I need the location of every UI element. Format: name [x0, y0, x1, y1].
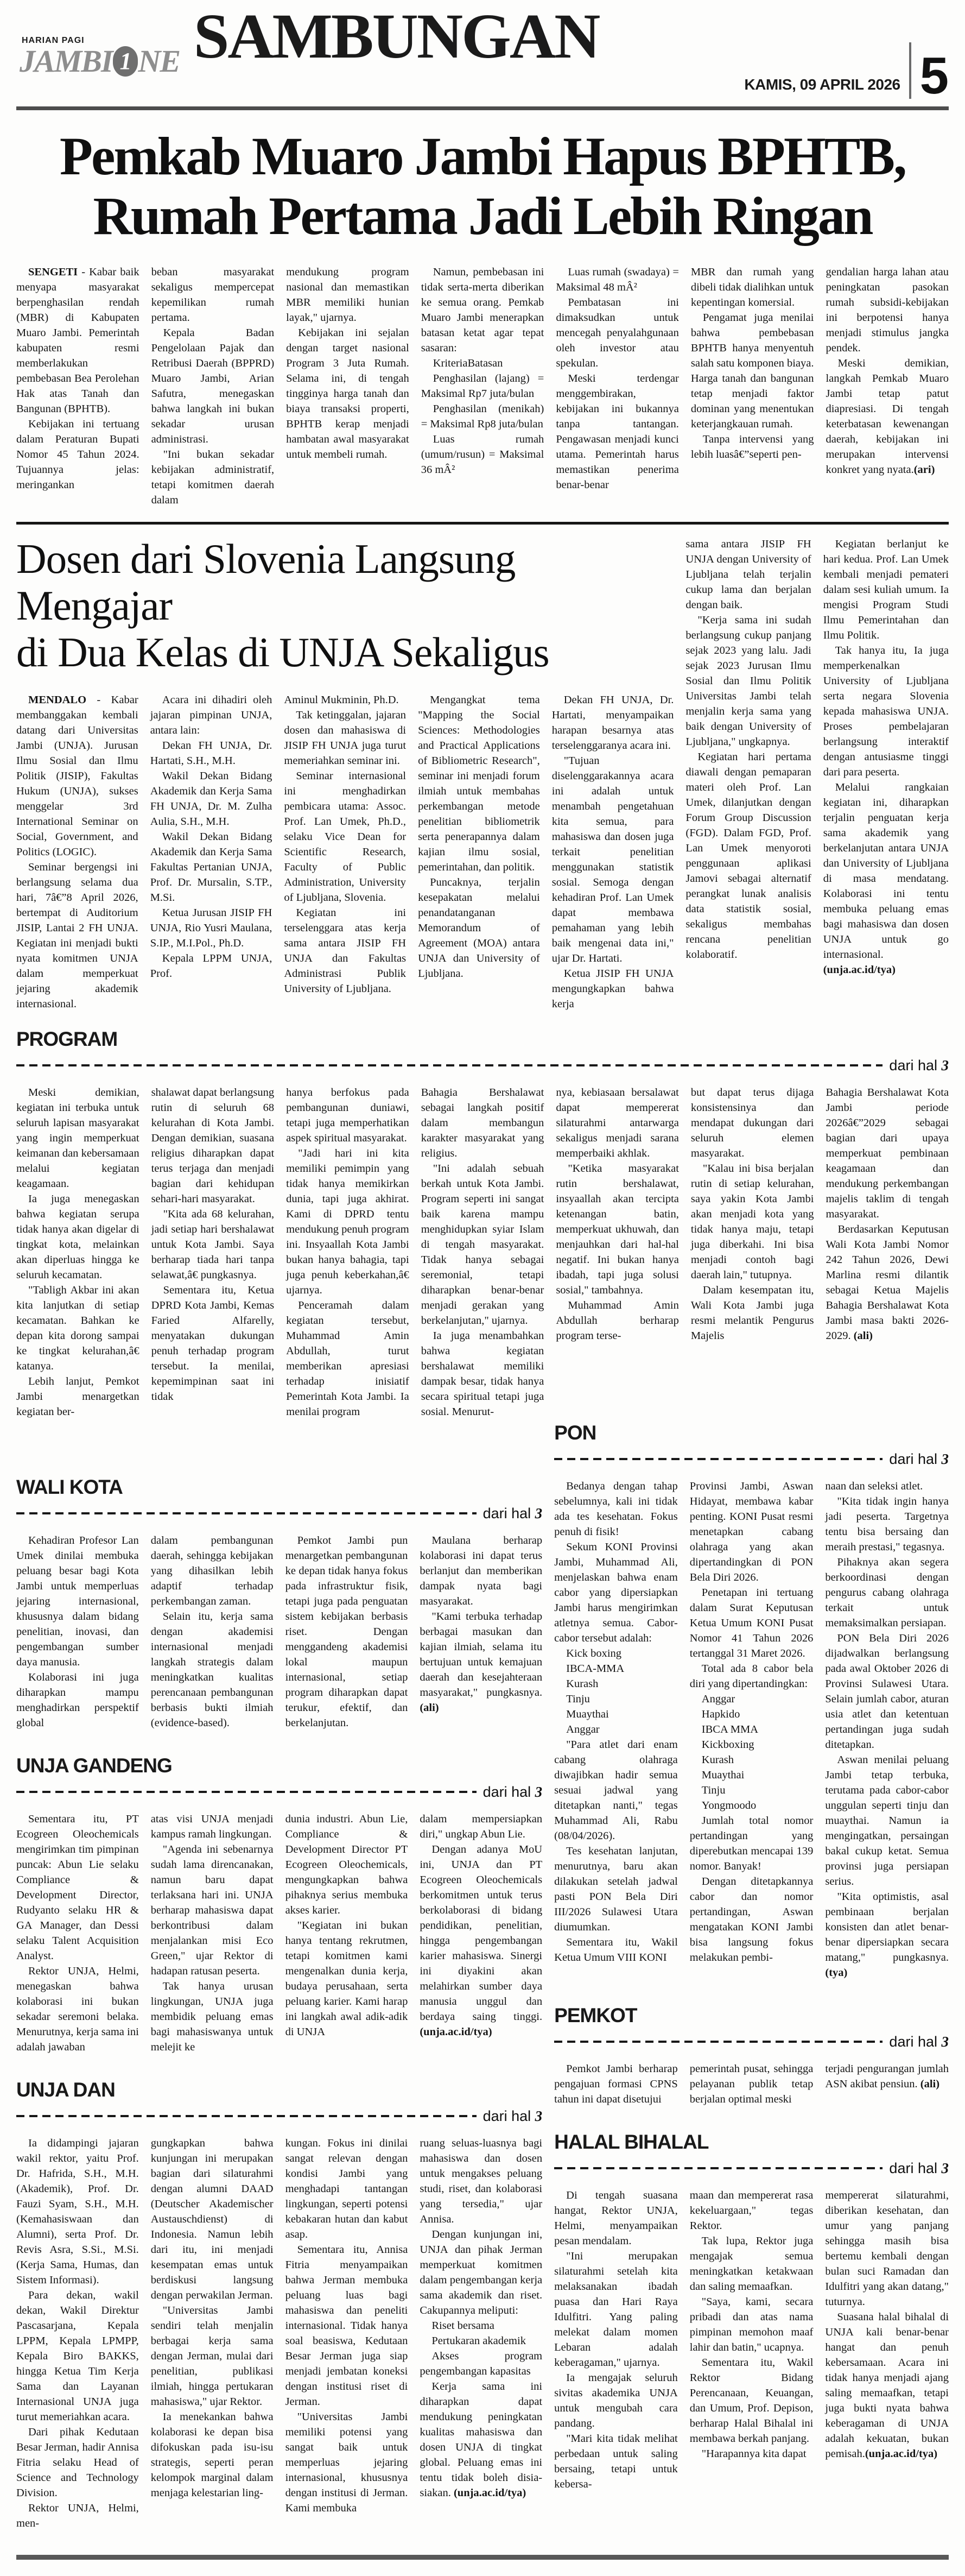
paragraph: Pengamat juga menilai bahwa pembebasan BPHTB hanya menyentuh salah satu komponen biaya. Harga tanah dan bangunan tetap menjadi faktor dominan yang menentukan keterjangkauan rumah.	[690, 312, 814, 430]
section-halal-bihalal-body	[554, 2188, 949, 2492]
article-dosen-left	[16, 532, 674, 1012]
paragraph: "Mari kita tidak melihat perbedaan untuk saling bersaing, tetapi untuk kebersa-	[554, 2432, 678, 2490]
paragraph: Melalui rangkaian kegiatan ini, diharapkan terjalin penguatan kerja sama akademik yang berkelanjutan antara UNJA dan University of Ljubljana di masa mendatang. Kolaborasi ini tentu membuka peluang emas bagi mahasiswa dan dosen UNJA untuk go internasional.(unja.ac.id/tya)	[823, 781, 949, 976]
article-dosen-slovenia	[16, 532, 949, 1012]
paragraph: "Para atlet dari enam cabang olahraga diwajibkan hadir semua sesuai jadwal yang ditetapkan nanti," tegas Muhammad Ali, Rabu (08/04/2026).	[554, 1738, 678, 1842]
logo-wordmark	[20, 43, 180, 79]
continued-from-marker: dari hal 3	[889, 2160, 949, 2176]
column	[151, 2136, 274, 2531]
paragraph: shalawat dapat berlangsung rutin di seluruh 68 kelurahan di Kota Jambi. Dengan demikian, suasana religius diharapkan dapat terus terjaga dan menjadi bagian dari kehidupan sehari-hari masyarakat.	[151, 1086, 275, 1205]
paragraph: Tanpa intervensi yang lebih luasâ€”seperti pen-	[690, 433, 814, 460]
section-unja-gandeng	[16, 1754, 542, 2055]
column	[420, 1811, 542, 2055]
paragraph: Dengan ditetapkannya cabor dan nomor pertandingan, Aswan mengatakan KONI Jambi bisa langsung fokus melakukan pembi-	[689, 1875, 814, 1963]
paragraph: Kolaborasi ini juga diharapkan mampu menghadirkan perspektif global	[16, 1671, 139, 1729]
article-dosen-headline: Dosen dari Slovenia Langsung Mengajar di Dua Kelas di UNJA Sekaligus	[16, 535, 549, 676]
column	[286, 1085, 409, 1419]
article-bphtb	[16, 127, 949, 508]
paragraph: dunia industri. Abun Lie, Compliance & Development Director PT Ecogreen Oleochemicals, mengungkapkan bahwa pihaknya serius membuka akses karier.	[285, 1813, 408, 1916]
paragraph: Pemkot Jambi pun menargetkan pembangunan ke depan tidak hanya fokus pada infrastruktur fisik, tetapi juga pada penguatan sistem kebijakan berbasis riset. Dengan menggandeng akademisi lokal maupun internasional, setiap program diharapkan dapat terukur, efektif, dan berkelanjutan.	[285, 1534, 408, 1729]
paragraph: Suasana halal bihalal di UNJA kali benar-benar hangat dan penuh kebersamaan. Acara ini tidak hanya menjadi ajang saling memaafkan, tetapi juga bukti nyata bahwa keberagaman di UNJA adalah kekuatan, bukan pemisah.(unja.ac.id/tya)	[825, 2310, 949, 2460]
paragraph: Hapkido	[701, 1708, 740, 1720]
paragraph: Dalam kesempatan itu, Wali Kota Jambi juga resmi melantik Pengurus Majelis	[690, 1284, 814, 1342]
page-number-divider	[909, 42, 911, 99]
paragraph: Ketua JISIP FH UNJA mengungkapkan bahwa kerja	[551, 967, 674, 1010]
paragraph: Kegiatan hari pertama diawali dengan pemaparan materi oleh Prof. Lan Umek, dilanjutkan dengan Forum Group Discussion (FGD). Dalam FGD, Prof. Lan Umek menyoroti penggunaan aplikasi Jamovi sebagai alternatif perangkat lunak analisis data statistik sosial, sekaligus membahas rencana penelitian kolaboratif.	[685, 751, 811, 961]
paragraph: Dekan FH UNJA, Dr. Hartati, S.H., M.H.	[150, 739, 272, 767]
section-halal-bihalal-title: HALAL BIHALAL	[554, 2130, 709, 2153]
publication-date: KAMIS, 09 APRIL 2026	[744, 76, 900, 93]
paragraph: "Kita tidak ingin hanya jadi peserta. Targetnya tentu bisa bersaing dan meraih prestasi," tegasnya.	[825, 1495, 949, 1553]
paragraph: "Jadi hari ini kita memiliki pemimpin yang tidak hanya memikirkan dunia, tapi juga akhirat. Kami di DPRD tentu mendukung penuh program ini. Insyaallah Kota Jambi bukan hanya bahagia, tapi juga penuh keberkahan,â€ ujarnya.	[286, 1147, 409, 1296]
paragraph: Kegiatan berlanjut ke hari kedua. Prof. Lan Umek kembali menjadi pemateri dalam sesi kuliah umum. Ia mengisi Program Studi Ilmu Pemerintahan dan Ilmu Politik.	[823, 538, 949, 641]
column	[284, 692, 406, 1012]
paragraph: Seminar internasional ini menghadirkan pembicara utama: Assoc. Prof. Lan Umek, Ph.D., selaku Vice Dean for Scientific Research, Faculty of Public Administration, University of Ljubljana, Slovenia.	[284, 769, 407, 904]
column	[691, 1085, 814, 1419]
paragraph: Kebijakan ini sejalan dengan target nasional Program 3 Juta Rumah. Selama ini, di tengah tingginya harga tanah dan biaya transaksi properti, BPHTB kerap menjadi hambatan awal masyarakat untuk membeli rumah.	[286, 327, 409, 460]
paragraph: Namun, pembebasan ini tidak serta-merta diberikan ke semua orang. Pemkab Muaro Jambi menerapkan batasan ketat agar tepat sasaran:	[421, 266, 544, 354]
paragraph: MENDALO - Kabar membanggakan kembali datang dari Universitas Jambi (UNJA). Jurusan Ilmu Sosial dan Ilmu Politik (JISIP), Fakultas Hukum (UNJA), sukses menggelar 3rd International Seminar on Social, Government, and Politics (LOGIC).	[16, 693, 138, 858]
paragraph: Ia mengajak seluruh sivitas akademika UNJA untuk mengubah cara pandang.	[554, 2371, 678, 2429]
lower-left-zone	[16, 1419, 542, 2531]
section-pon-body	[554, 1479, 949, 1980]
paragraph: Aminul Mukminin, Ph.D.	[284, 693, 399, 706]
paragraph: Riset bersama	[431, 2319, 494, 2332]
paragraph: Luas rumah (swadaya) = Maksimal 48 mÂ²	[556, 266, 679, 293]
dashed-rule	[554, 2167, 883, 2169]
paragraph: Sementara itu, Wakil Rektor Bidang Perencanaan, Keuangan, dan Umum, Prof. Depison, berharap Halal Bihalal ini membawa berkah panjang.	[689, 2356, 814, 2445]
paragraph: Luas rumah (umum/rusun) = Maksimal 36 mÂ²	[421, 433, 544, 476]
paragraph: "Kegiatan ini bukan hanya tentang rekrutmen, tetapi komitmen kami mengenalkan dunia kerja, budaya perusahaan, serta peluang karier. Kami harap ini langkah awal adik-adik di UNJA	[285, 1919, 408, 2038]
section-pemkot-body	[554, 2061, 949, 2107]
column	[420, 2136, 542, 2531]
paragraph: Ia didampingi jajaran wakil rektor, yaitu Prof. Dr. Hafrida, S.H., M.H. (Akademik), Prof. Dr. Fauzi Syam, S.H., M.H. (Kemahasiswaan dan Alumni), serta Prof. Dr. Revis Asra, S.Si., M.Si. (Kerja Sama, Humas, dan Sistem Informasi).	[16, 2137, 139, 2286]
paragraph: Ia menekankan bahwa kolaborasi ke depan bisa difokuskan pada isu-isu strategis, seperti peran kelompok marginal dalam menjaga kelestarian ling-	[150, 2410, 274, 2499]
paragraph: dalam pembangunan daerah, sehingga kebijakan yang dihasilkan lebih adaptif terhadap perkembangan zaman.	[150, 1534, 274, 1607]
paragraph: Sementara itu, Annisa Fitria menyampaikan bahwa Jerman membuka peluang luas bagi mahasiswa dan peneliti internasional. Tidak hanya soal beasiswa, Kedutaan Besar Jerman juga siap menjadi jembatan koneksi dengan institusi riset di Jerman.	[285, 2243, 408, 2408]
paragraph: naan dan seleksi atlet.	[825, 1480, 923, 1492]
section-pon-title: PON	[554, 1421, 596, 1444]
section-program-title: PROGRAM	[16, 1027, 118, 1050]
section-halal-bihalal	[554, 2131, 949, 2492]
paragraph: atas visi UNJA menjadi kampus ramah lingkungan.	[150, 1813, 274, 1840]
paragraph: Provinsi Jambi, Aswan Hidayat, membawa kabar penting. KONI Pusat resmi menetapkan cabang olahraga yang akan dipertandingkan di PON Bela Diri 2026.	[689, 1480, 814, 1583]
paragraph: "Universitas Jambi sendiri telah menjalin berbagai kerja sama dengan Jerman, mulai dari penelitian, publikasi ilmiah, hingga pertukaran mahasiswa," ujar Rektor.	[150, 2304, 274, 2408]
column	[825, 2061, 949, 2107]
article-bphtb-body	[16, 264, 949, 508]
paragraph: Bahagia Bershalawat sebagai langkah positif dalam membangun karakter masyarakat yang religius.	[421, 1086, 544, 1159]
paragraph: "Kita optimistis, asal pembinaan berjalan konsisten dan atlet benar-benar dipersiapkan secara matang," pungkasnya. (tya)	[825, 1890, 949, 1979]
continued-from-marker: dari hal 3	[889, 1057, 949, 1074]
paragraph: "Ketika masyarakat rutin bershalawat, insyaallah akan tercipta ketenangan batin, memperkuat ukhuwah, dan menjauhkan dari hal-hal negatif. Ini bukan hanya ibadah, tapi juga solusi sosial," tambahnya.	[556, 1162, 679, 1296]
paragraph: SENGETI - Kabar baik menyapa masyarakat berpenghasilan rendah (MBR) di Kabupaten Muaro Jambi. Pemerintah kabupaten resmi memberlakukan pembebasan Bea Perolehan Hak atas Tanah dan Bangunan (BPHTB).	[16, 266, 139, 415]
paragraph: terjadi pengurangan jumlah ASN akibat pensiun. (ali)	[825, 2062, 949, 2090]
paragraph: Penghasilan (lajang) = Maksimal Rp7 juta/bulan	[421, 372, 544, 400]
paragraph: hanya berfokus pada pembangunan duniawi, tetapi juga memperhatikan aspek spiritual masyarakat.	[286, 1086, 409, 1144]
paragraph: Yongmoodo	[701, 1799, 757, 1811]
section-wali-kota	[16, 1476, 542, 1731]
section-program-body	[16, 1085, 949, 1419]
dashed-rule	[16, 1512, 477, 1514]
article-dosen-body-right	[685, 536, 949, 1012]
paragraph: gendalian harga lahan atau peningkatan pasokan rumah subsidi-kebijakan ini berpotensi hanya menjadi stimulus jangka pendek.	[826, 266, 949, 354]
continued-from-marker: dari hal 3	[889, 1450, 949, 1467]
continued-from-marker: dari hal 3	[483, 1505, 543, 1521]
paragraph: Penetapan ini tertuang dalam Surat Keputusan Ketua Umum KONI Pusat Nomor 41 Tahun 2026 tertanggal 31 Maret 2026.	[689, 1586, 814, 1659]
column	[554, 2188, 678, 2492]
paragraph: Wakil Dekan Bidang Akademik dan Kerja Sama Fakultas Pertanian UNJA, Prof. Dr. Mursalin, S.TP., M.Si.	[150, 830, 272, 904]
paragraph: Pertukaran akademik	[431, 2334, 526, 2347]
paragraph: Muaythai	[566, 1708, 609, 1720]
paragraph: Kebijakan ini tertuang dalam Peraturan Bupati Nomor 45 Tahun 2024. Tujuannya jelas: meringankan	[16, 418, 139, 491]
section-program	[16, 1028, 949, 1419]
article-divider-rule	[16, 522, 949, 525]
section-pemkot-title: PEMKOT	[554, 2004, 637, 2026]
column	[16, 692, 138, 1012]
dashed-rule	[16, 1064, 883, 1066]
column	[151, 264, 275, 508]
column	[151, 1085, 275, 1419]
column	[150, 692, 272, 1012]
paragraph: Tak lupa, Rektor juga mengajak semua meningkatkan ketakwaan dan saling memaafkan.	[689, 2234, 814, 2293]
lower-right-zone	[554, 1419, 949, 2531]
page-number: 5	[919, 46, 949, 105]
byline-credit: (tya)	[825, 1966, 848, 1979]
article-bphtb-headline: Pemkab Muaro Jambi Hapus BPHTB, Rumah Pertama Jadi Lebih Ringan	[59, 126, 906, 246]
paragraph: Berdasarkan Keputusan Wali Kota Jambi Nomor 242 Tahun 2026, Dewi Marlina resmi dilantik sebagai Ketua Majelis Bahagia Bershalawat Kota Jambi masa bakti 2026-2029. (ali)	[826, 1223, 949, 1342]
paragraph: Muaythai	[701, 1769, 745, 1781]
paragraph: Ia juga menambahkan bahwa kegiatan bershalawat memiliki dampak besar, tidak hanya secara spiritual tetapi juga sosial. Menurut-	[421, 1329, 544, 1418]
paragraph: Wakil Dekan Bidang Akademik dan Kerja Sama FH UNJA, Dr. M. Zulha Aulia, S.H., M.H.	[150, 769, 272, 828]
logo-text-right: NE	[138, 43, 180, 79]
dashed-rule	[554, 1458, 883, 1460]
paragraph: "Harapannya kita dapat	[701, 2447, 807, 2460]
article-dosen-body-left	[16, 692, 674, 1012]
column	[16, 2136, 139, 2531]
column	[16, 264, 139, 508]
paragraph: Meski demikian, langkah Pemkab Muaro Jambi tetap patut diapresiasi. Di tengah keterbatasan kewenangan daerah, kebijakan ini merupakan intervensi konkret yang nyata.(ari)	[826, 357, 949, 476]
paragraph: Kick boxing	[566, 1647, 622, 1659]
column	[554, 1479, 678, 1980]
paragraph: KriteriaBatasan	[433, 357, 503, 369]
paragraph: Kerja sama ini diharapkan dapat mendukung peningkatan kualitas mahasiswa dan dosen UNJA di tingkat global. Peluang emas ini tentu tidak boleh disia-siakan. (unja.ac.id/tya)	[420, 2380, 543, 2499]
paragraph: Tinju	[566, 1693, 590, 1705]
paragraph: Kickboxing	[701, 1738, 754, 1751]
section-pemkot	[554, 2004, 949, 2107]
column	[690, 1479, 814, 1980]
paragraph: ruang seluas-luasnya bagi mahasiswa dan dosen untuk mengakses peluang studi, riset, dan kolaborasi yang tersedia," ujar Annisa.	[420, 2137, 543, 2225]
paragraph: Anggar	[566, 1723, 600, 1735]
paragraph: Tak hanya itu, Ia juga memperkenalkan University of Ljubljana serta negara Slovenia kepada mahasiswa UNJA. Proses pembelajaran berlangsung interaktif dengan antusiasme tinggi dari para peserta.	[823, 645, 949, 778]
paragraph: gungkapkan bahwa kunjungan ini merupakan bagian dari silaturahmi dengan alumni DAAD (Deutscher Akademischer Austauschdienst) di Indonesia. Namun lebih dari itu, ini menjadi kesempatan emas untuk berdiskusi langsung dengan perwakilan Jerman.	[150, 2137, 274, 2301]
paragraph: Dengan kunjungan ini, UNJA dan pihak Jerman memperkuat komitmen dalam pengembangan kerja sama akademik dan riset. Cakupannya meliputi:	[420, 2228, 543, 2316]
paragraph: Ketua Jurusan JISIP FH UNJA, Rio Yusri Maulana, S.IP., M.I.Pol., Ph.D.	[150, 906, 272, 949]
page-footer-rule	[16, 2555, 949, 2560]
dateline: MENDALO	[28, 693, 87, 706]
paragraph: Di tengah suasana hangat, Rektor UNJA, Helmi, menyampaikan pesan mendalam.	[554, 2189, 678, 2247]
paragraph: "Kerja sama ini sudah berlangsung cukup panjang sejak 2023 yang lalu. Jadi sejak 2023 Jurusan Ilmu Sosial dan Ilmu Politik Universitas Jambi telah menjalin kerja sama yang baik dengan University of Ljubljana," ungkapnya.	[685, 614, 811, 748]
paragraph: "Ini adalah sebuah berkah untuk Kota Jambi. Program seperti ini sangat baik karena mampu menghidupkan syiar Islam di tengah masyarakat. Tidak hanya sebagai seremonial, tetapi diharapkan benar-benar menjadi gerakan yang berkelanjutan," ujarnya.	[421, 1162, 544, 1327]
column	[418, 692, 540, 1012]
paragraph: Sementara itu, PT Ecogreen Oleochemicals mengirimkan tim pimpinan puncak: Abun Lie selaku Compliance & Development Director, Rudyanto selaku HR & GA Manager, dan Dessi selaku Talent Acquisition Analyst.	[16, 1813, 139, 1962]
column	[554, 2061, 678, 2107]
logo-tagline: HARIAN PAGI	[22, 36, 85, 45]
column	[690, 2061, 814, 2107]
paragraph: Bedanya dengan tahap sebelumnya, kali ini tidak ada tes kesehatan. Fokus penuh di fisik!	[554, 1480, 678, 1538]
page-header	[16, 0, 949, 110]
paragraph: Pihaknya akan segera berkoordinasi dengan pengurus cabang olahraga terkait untuk memaksimalkan persiapan.	[825, 1556, 949, 1629]
section-unja-dan-body	[16, 2136, 542, 2531]
paragraph: Kurash	[566, 1677, 599, 1690]
continued-from-marker: dari hal 3	[889, 2033, 949, 2050]
paragraph: Pemkot Jambi berharap pengajuan formasi CPNS tahun ini dapat disetujui	[554, 2062, 678, 2105]
column	[151, 1811, 274, 2055]
dashed-rule	[554, 2041, 883, 2043]
continued-from-marker: dari hal 3	[483, 2107, 543, 2124]
logo-text-left: JAMBI	[20, 43, 112, 79]
paragraph: Lebih lanjut, Pemkot Jambi menargetkan kegiatan ber-	[16, 1375, 139, 1418]
paragraph: mendukung program nasional dan memastikan MBR memiliki hunian layak," ujarnya.	[286, 266, 409, 324]
column	[285, 2136, 408, 2531]
column	[826, 1085, 949, 1419]
column	[552, 692, 674, 1012]
section-unja-gandeng-body	[16, 1811, 542, 2055]
paragraph: Puncaknya, terjalin kesepakatan melalui penandatanganan Memorandum of Agreement (MOA) antara UNJA dan University of Ljubljana.	[418, 876, 540, 980]
paragraph: "Agenda ini sebenarnya sudah lama direncanakan, namun baru dapat terlaksana hari ini. UNJA berharap mahasiswa dapat berkontribusi dalam menjalankan misi Eco Green," ujar Rektor di hadapan ratusan peserta.	[150, 1843, 274, 1977]
paragraph: Meski demikian, kegiatan ini terbuka untuk seluruh lapisan masyarakat yang ingin memperkuat keimanan dan kebersamaan melalui kegiatan keagamaan.	[16, 1086, 139, 1190]
paragraph: Para dekan, wakil dekan, Wakil Direktur Pascasarjana, Kepala LPPM, Kepala LPMPP, Kepala Biro BAKKS, hingga Ketua Tim Kerja Sama dan Layanan Internasional UNJA juga turut memeriahkan acara.	[16, 2289, 139, 2423]
paragraph: Maulana berharap kolaborasi ini dapat terus berlanjut dan memberikan dampak nyata bagi masyarakat.	[420, 1534, 543, 1607]
paragraph: Muhammad Amin Abdullah berharap program terse-	[556, 1299, 679, 1342]
paragraph: Dari pihak Kedutaan Besar Jerman, hadir Annisa Fitria selaku Head of Science and Technology Division.	[16, 2426, 139, 2499]
paragraph: Kepala LPPM UNJA, Prof.	[150, 952, 272, 980]
byline-credit: (unja.ac.id/tya)	[453, 2486, 526, 2499]
paragraph: "Tabligh Akbar ini akan kita lanjutkan di setiap kecamatan. Bahkan ke depan kita dorong sampai ke tingkat kelurahan,â€ katanya.	[16, 1284, 139, 1372]
column	[421, 1085, 544, 1419]
paragraph: Kepala Badan Pengelolaan Pajak dan Retribusi Daerah (BPPRD) Muaro Jambi, Arian Safutra, menegaskan bahwa langkah ini bukan sekadar urusan administrasi.	[151, 327, 275, 445]
section-unja-gandeng-title: UNJA GANDENG	[16, 1754, 172, 1777]
byline-credit: (ali)	[920, 2078, 940, 2090]
column	[285, 1533, 408, 1731]
paragraph: Sementara itu, Ketua DPRD Kota Jambi, Kemas Faried Alfarelly, menyatakan dukungan penuh terhadap program tersebut. Ia menilai, kepemimpinan saat ini tidak	[151, 1284, 275, 1403]
paragraph: IBCA-MMA	[566, 1662, 625, 1675]
paragraph: Selain itu, kerja sama dengan akademisi internasional menjadi langkah strategis dalam meningkatkan kualitas perencanaan pembangunan berbasis bukti ilmiah (evidence-based).	[150, 1610, 274, 1729]
byline-credit: (unja.ac.id/tya)	[420, 2025, 492, 2038]
column	[825, 2188, 949, 2492]
continued-from-marker: dari hal 3	[483, 1783, 543, 1800]
paragraph: nya, kebiasaan bersalawat dapat mempererat silaturahmi antarwarga sekaligus menjadi sarana memperbaiki akhlak.	[556, 1086, 679, 1159]
paragraph: Ia juga menegaskan bahwa kegiatan serupa tidak hanya akan digelar di tingkat kota, melainkan akan diperluas hingga ke seluruh kecamatan.	[16, 1192, 139, 1281]
paragraph: Total ada 8 cabor bela diri yang dipertandingkan:	[689, 1662, 814, 1690]
section-unja-dan	[16, 2079, 542, 2531]
newspaper-logo	[20, 36, 180, 77]
paragraph: Akses program pengembangan kapasitas	[420, 2350, 543, 2377]
paragraph: Meski terdengar menggembirakan, kebijakan ini bukannya tanpa tantangan. Pengawasan menjadi kunci utama. Pemerintah harus memastikan penerima benar-benar	[556, 372, 679, 491]
column	[421, 264, 544, 508]
dashed-rule	[16, 2115, 477, 2117]
paragraph: Penceramah dalam kegiatan tersebut, Muhammad Amin Abdullah, turut memberikan apresiasi terhadap inisiatif Pemerintah Kota Jambi. Ia menilai program	[286, 1299, 409, 1418]
dateline: SENGETI	[28, 266, 78, 278]
paragraph: "Ini bukan sekadar kebijakan administratif, tetapi komitmen daerah dalam	[151, 449, 275, 506]
column	[556, 1085, 679, 1419]
paragraph: Kegiatan ini terselenggara atas kerja sama antara JISIP FH UNJA dan Fakultas Administrasi Publik University of Ljubljana.	[284, 906, 407, 995]
column	[286, 264, 409, 508]
byline-credit: (ali)	[853, 1329, 873, 1342]
paragraph: mempererat silaturahmi, diberikan kesehatan, dan umur yang panjang sehingga masih bisa bertemu kembali dengan bulan suci Ramadan dan Idulfitri yang akan datang," tuturnya.	[825, 2189, 949, 2308]
paragraph: Tak ketinggalan, jajaran dosen dan mahasiswa di JISIP FH UNJA juga turut memeriahkan seminar ini.	[284, 709, 407, 767]
byline-credit: (unja.ac.id/tya)	[865, 2447, 938, 2460]
logo-one-icon: 1	[113, 46, 138, 77]
section-banner: SAMBUNGAN	[193, 1, 599, 72]
dashed-rule	[16, 1791, 477, 1793]
paragraph: Sekum KONI Provinsi Jambi, Muhammad Ali, menjelaskan bahwa enam cabor yang dipersiapkan Jambi harus mengirimkan atletnya semua. Cabor-cabor tersebut adalah:	[554, 1540, 678, 1644]
paragraph: Mengangkat tema "Mapping the Social Sciences: Methodologies and Practical Applications of Bibliometric Research", seminar ini menjadi forum ilmiah untuk membahas perkembangan metode penelitian bibliometrik serta penerapannya dalam kajian ilmu sosial, pemerintahan, dan politik.	[418, 693, 540, 873]
paragraph: Sementara itu, Wakil Ketua Umum VIII KONI	[554, 1936, 678, 1963]
byline-credit: (unja.ac.id/tya)	[823, 964, 896, 976]
column	[16, 1811, 139, 2055]
column	[825, 1479, 949, 1980]
header-right	[744, 42, 949, 105]
paragraph: IBCA MMA	[701, 1723, 758, 1735]
paragraph: Penghasilan (menikah) = Maksimal Rp8 juta/bulan	[421, 403, 544, 430]
paragraph: kungan. Fokus ini dinilai sangat relevan dengan kondisi Jambi yang menghadapi tantangan lingkungan, seperti potensi kebakaran hutan dan kabut asap.	[285, 2137, 408, 2240]
column	[690, 2188, 814, 2492]
paragraph: Aswan menilai peluang Jambi tetap terbuka, terutama pada cabor-cabor unggulan seperti tinju dan muaythai. Namun ia mengingatkan, persaingan bakal cukup ketat. Semua provinsi juga persiapan serius.	[825, 1753, 949, 1887]
section-program-rule	[16, 1057, 949, 1074]
paragraph: sama antara JISIP FH UNJA dengan University of Ljubljana telah terjalin cukup lama dan berjalan dengan baik.	[685, 538, 811, 611]
paragraph: Seminar bergengsi ini berlangsung selama dua hari, 7â€”8 April 2026, bertempat di Auditorium JISIP, Lantai 2 FH UNJA. Kegiatan ini menjadi bukti nyata komitmen UNJA dalam memperkuat jejaring akademik internasional.	[16, 861, 138, 1010]
byline-credit: (ari)	[913, 464, 935, 476]
section-pon	[554, 1422, 949, 1980]
paragraph: "Saya, kami, secara pribadi dan atas nama pimpinan memohon maaf lahir dan batin," ucapnya.	[689, 2295, 814, 2353]
column	[285, 1811, 408, 2055]
paragraph: Pembatasan ini dimaksudkan untuk mencegah penyalahgunaan oleh investor atau spekulan.	[556, 296, 679, 369]
paragraph: Dengan adanya MoU ini, UNJA dan PT Ecogreen Oleochemicals berkomitmen untuk terus berkolaborasi di bidang pendidikan, penelitian, hingga pengembangan karier mahasiswa. Sinergi ini diyakini akan melahirkan sumber daya manusia unggul dan berdaya saing tinggi.(unja.ac.id/tya)	[420, 1843, 543, 2038]
section-unja-dan-title: UNJA DAN	[16, 2078, 115, 2101]
lower-page-zones	[16, 1419, 949, 2531]
paragraph: "Ini merupakan silaturahmi setelah kita melaksanakan ibadah puasa dan Hari Raya Idulfitri. Yang paling melekat dalam momen Lebaran adalah keberagaman," ujarnya.	[554, 2250, 678, 2369]
paragraph: Rektor UNJA, Helmi, men-	[16, 2502, 139, 2529]
paragraph: beban masyarakat sekaligus mempercepat kepemilikan rumah pertama.	[151, 266, 275, 324]
byline-credit: (ali)	[420, 1701, 439, 1714]
section-wali-kota-title: WALI KOTA	[16, 1475, 123, 1498]
paragraph: "Kami terbuka terhadap berbagai masukan dan kajian ilmiah, selama itu bertujuan untuk kemajuan daerah dan kesejahteraan masyarakat," pungkasnya. (ali)	[420, 1610, 543, 1714]
paragraph: Jumlah total nomor pertandingan yang diperebutkan mencapai 139 nomor. Banyak!	[689, 1814, 814, 1872]
paragraph: "Tujuan diselenggarakannya acara ini adalah untuk menambah pengetahuan kita semua, para mahasiswa dan dosen juga terkait penelitian menggunakan statistik sosial. Semoga dengan kehadiran Prof. Lan Umek dapat membawa pemahaman yang lebih baik mengenai data ini," ujar Dr. Hartati.	[551, 754, 674, 964]
paragraph: Bahagia Bershalawat Kota Jambi periode 2026â€”2029 sebagai bagian dari upaya memperkuat pembinaan keagamaan dan mendukung perkembangan majelis taklim di tengah masyarakat.	[826, 1086, 949, 1220]
paragraph: Acara ini dihadiri oleh jajaran pimpinan UNJA, antara lain:	[150, 693, 272, 736]
paragraph: Anggar	[701, 1693, 735, 1705]
paragraph: Kehadiran Profesor Lan Umek dinilai membuka peluang besar bagi Kota Jambi untuk memperluas jejaring internasional, khususnya dalam bidang penelitian, inovasi, dan pengembangan sumber daya manusia.	[16, 1534, 139, 1668]
paragraph: but dapat terus dijaga konsistensinya dan mendapat dukungan dari seluruh elemen masyarakat.	[690, 1086, 814, 1159]
paragraph: dalam mempersiapkan diri," ungkap Abun Lie.	[420, 1813, 543, 1840]
paragraph: maan dan mempererat rasa kekeluargaan," tegas Rektor.	[689, 2189, 814, 2232]
column	[823, 536, 949, 1012]
paragraph: PON Bela Diri 2026 dijadwalkan berlangsung pada awal Oktober 2026 di Provinsi Sulawesi Utara. Selain jumlah cabor, aturan usia atlet dan ketentuan pertandingan juga sudah ditetapkan.	[825, 1632, 949, 1751]
column	[826, 264, 949, 508]
paragraph: Dekan FH UNJA, Dr. Hartati, menyampaikan harapan besarnya atas terselenggaranya acara ini.	[551, 693, 674, 752]
column	[420, 1533, 542, 1731]
paragraph: Tinju	[701, 1784, 726, 1796]
column	[556, 264, 679, 508]
section-wali-kota-body	[16, 1533, 542, 1731]
paragraph: Kurash	[701, 1753, 734, 1766]
paragraph: "Kalau ini bisa berjalan rutin di setiap kelurahan, saya yakin Kota Jambi akan menjadi kota yang tidak hanya maju, tetapi juga diberkahi. Ini bisa menjadi contoh bagi daerah lain," tutupnya.	[690, 1162, 814, 1281]
column	[16, 1533, 139, 1731]
paragraph: Tes kesehatan lanjutan, menurutnya, baru akan dilakukan setelah jadwal pasti PON Bela Diri III/2026 Sulawesi Utara diumumkan.	[554, 1845, 678, 1933]
paragraph: Rektor UNJA, Helmi, menegaskan bahwa kolaborasi ini bukan sekadar seremoni belaka. Menurutnya, kerja sama ini adalah jawaban	[16, 1965, 139, 2053]
paragraph: Tak hanya urusan lingkungan, UNJA juga membidik peluang emas bagi mahasiswanya untuk melejit ke	[150, 1980, 274, 2053]
column	[691, 264, 814, 508]
paragraph: "Kita ada 68 kelurahan, jadi setiap hari bershalawat untuk Kota Jambi. Saya berharap tiada hari tanpa selawat,â€ pungkasnya.	[151, 1208, 275, 1281]
column	[685, 536, 811, 1012]
paragraph: pemerintah pusat, sehingga pelayanan publik tetap berjalan optimal meski	[689, 2062, 814, 2105]
paragraph: MBR dan rumah yang dibeli tidak dialihkan untuk kepentingan komersial.	[690, 266, 814, 308]
column	[151, 1533, 274, 1731]
column	[16, 1085, 139, 1419]
paragraph: "Universitas Jambi memiliki potensi yang sangat baik untuk memperluas jejaring internasional, khususnya dengan institusi di Jerman. Kami membuka	[285, 2410, 408, 2514]
